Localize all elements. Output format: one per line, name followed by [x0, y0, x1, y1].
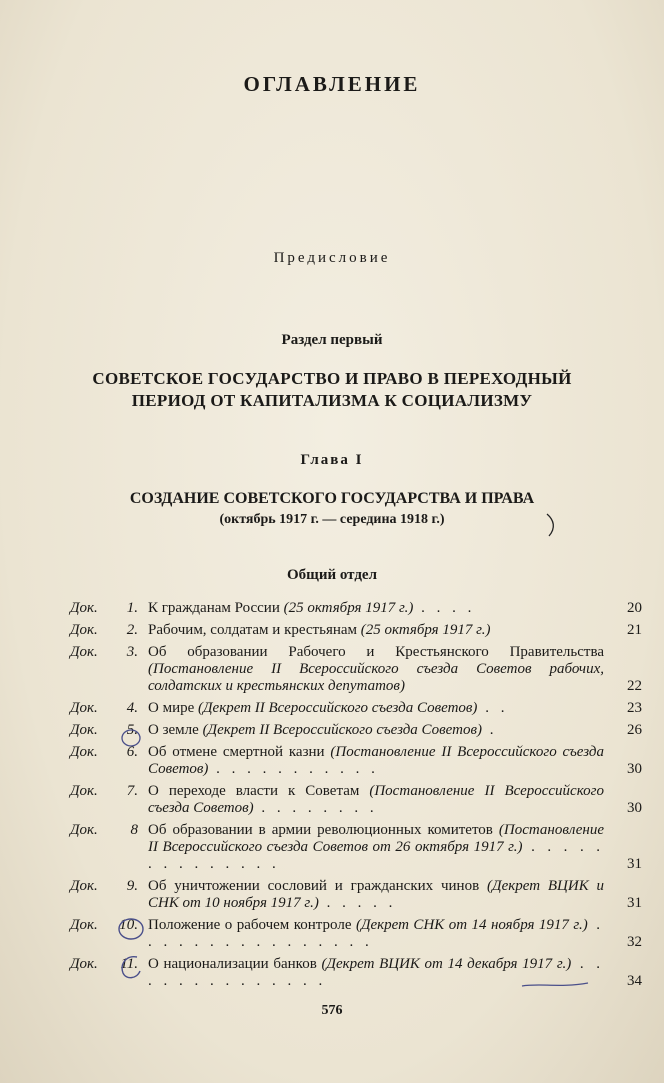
page-number: 30 [627, 800, 642, 816]
toc-entry [70, 783, 642, 817]
page-number: 21 [627, 622, 642, 638]
toc-entry [70, 700, 642, 717]
pen-circle-mark [117, 917, 145, 941]
doc-title: О мире [148, 700, 195, 716]
chapter-title [0, 488, 664, 530]
pen-tick-mark [544, 512, 558, 538]
doc-label: Док. [70, 644, 98, 660]
leader-dots: . . . . . . . . . . . . . . [148, 956, 605, 989]
page-number: 31 [627, 895, 642, 911]
toc-entry [70, 917, 642, 951]
leader-dots: . . . . . . . . . . . [208, 761, 379, 777]
leader-dots: . . . . . . . . . . . . . . [148, 839, 604, 872]
doc-label: Док. [70, 917, 98, 933]
toc-entry [70, 744, 642, 778]
doc-number: 7. [126, 783, 138, 799]
doc-label: Док. [70, 878, 98, 894]
doc-source: (Постановление II Всероссийского съезда Советов) [148, 783, 604, 816]
subsection-heading: Общий отдел [287, 567, 377, 583]
leader-dots: . [481, 722, 498, 738]
doc-number: 3. [126, 644, 138, 660]
doc-title: О земле [148, 722, 199, 738]
doc-source: (Постановление II Всероссийского съезда Советов от 26 октября 1917 г.) [148, 822, 604, 855]
doc-number: 5. [126, 722, 138, 738]
doc-number: 6. [126, 744, 138, 760]
doc-number: 2. [126, 622, 138, 638]
chapter-subtitle: (октябрь 1917 г. — середина 1918 г.) [219, 512, 445, 527]
leader-dots: . . . . . . . . . . . . . . . . [148, 917, 605, 950]
leader-dots: . . . . . [318, 895, 397, 911]
doc-number: 10. [119, 917, 138, 933]
page-number: 23 [627, 700, 642, 716]
doc-label: Док. [70, 783, 98, 799]
doc-source: (25 октября 1917 г.) [360, 622, 491, 638]
toc-entry [70, 600, 642, 617]
contents-heading: ОГЛАВЛЕНИЕ [243, 72, 421, 96]
page-number: 20 [627, 600, 642, 616]
leader-dots: . . . . [413, 600, 476, 616]
doc-number: 4. [126, 700, 138, 716]
doc-source: (Декрет ВЦИК от 14 декабря 1917 г.) [321, 956, 572, 972]
doc-number: 1. [126, 600, 138, 616]
pen-circle-mark [120, 727, 142, 749]
doc-source: (Декрет II Всероссийского съезда Советов) [202, 722, 482, 738]
leader-dots: . . [477, 700, 509, 716]
doc-label: Док. [70, 956, 98, 972]
doc-source: (Декрет СНК от 14 ноября 1917 г.) [355, 917, 588, 933]
page-number: 34 [627, 973, 642, 989]
doc-source: (Постановление II Всероссийского съезда Советов рабочих, солдатских и крестьянских депутатов) [148, 661, 604, 694]
doc-label: Док. [70, 700, 98, 716]
section-title-line: ПЕРИОД ОТ КАПИТАЛИЗМА К СОЦИАЛИЗМУ [131, 391, 533, 410]
toc-entry [70, 622, 642, 639]
page-number: 30 [627, 761, 642, 777]
toc-entry [70, 822, 642, 873]
doc-label: Док. [70, 622, 98, 638]
page-number: 26 [627, 722, 642, 738]
pen-circle-mark [117, 953, 145, 981]
doc-title: Об образовании в армии революционных комитетов [148, 822, 493, 838]
page-number: 31 [627, 856, 642, 872]
doc-title: Об уничтожении сословий и гражданских чинов [148, 878, 480, 894]
doc-title: О национализации банков [148, 956, 317, 972]
doc-number: 11. [120, 956, 138, 972]
doc-source: (25 октября 1917 г.) [283, 600, 414, 616]
doc-source: (Декрет ВЦИК и СНК от 10 ноября 1917 г.) [148, 878, 605, 911]
doc-title: Рабочим, солдатам и крестьянам [148, 622, 358, 638]
folio-page-number: 576 [321, 1003, 343, 1018]
toc-entry [70, 722, 642, 739]
leader-dots: . . . . . . . . [253, 800, 378, 816]
section-label: Раздел первый [281, 332, 383, 348]
chapter-label: Глава I [300, 452, 364, 468]
page-number: 32 [627, 934, 642, 950]
doc-label: Док. [70, 600, 98, 616]
preface-entry: Предисловие [273, 250, 391, 266]
doc-label: Док. [70, 722, 98, 738]
chapter-title-line: СОЗДАНИЕ СОВЕТСКОГО ГОСУДАРСТВА И ПРАВА [129, 490, 535, 507]
doc-title: Об отмене смертной казни [148, 744, 325, 760]
doc-source: (Декрет II Всероссийского съезда Советов) [198, 700, 478, 716]
pen-underline-mark [520, 980, 590, 990]
doc-title: Об образовании Рабочего и Крестьянского Правительства [148, 644, 604, 660]
doc-title: О переходе власти к Советам [148, 783, 360, 799]
doc-label: Док. [70, 744, 98, 760]
section-title-line: СОВЕТСКОЕ ГОСУДАРСТВО И ПРАВО В ПЕРЕХОДНЫЙ [92, 369, 572, 388]
toc-entry [70, 878, 642, 912]
toc-entry [70, 644, 642, 695]
doc-number: 8 [130, 822, 138, 838]
doc-number: 9. [126, 878, 138, 894]
doc-title: Положение о рабочем контроле [148, 917, 352, 933]
doc-source: (Постановление II Всероссийского съезда Советов) [148, 744, 604, 777]
table-of-contents [70, 600, 642, 995]
doc-title: К гражданам России [148, 600, 280, 616]
section-title [0, 368, 664, 412]
doc-label: Док. [70, 822, 98, 838]
page-number: 22 [627, 678, 642, 694]
